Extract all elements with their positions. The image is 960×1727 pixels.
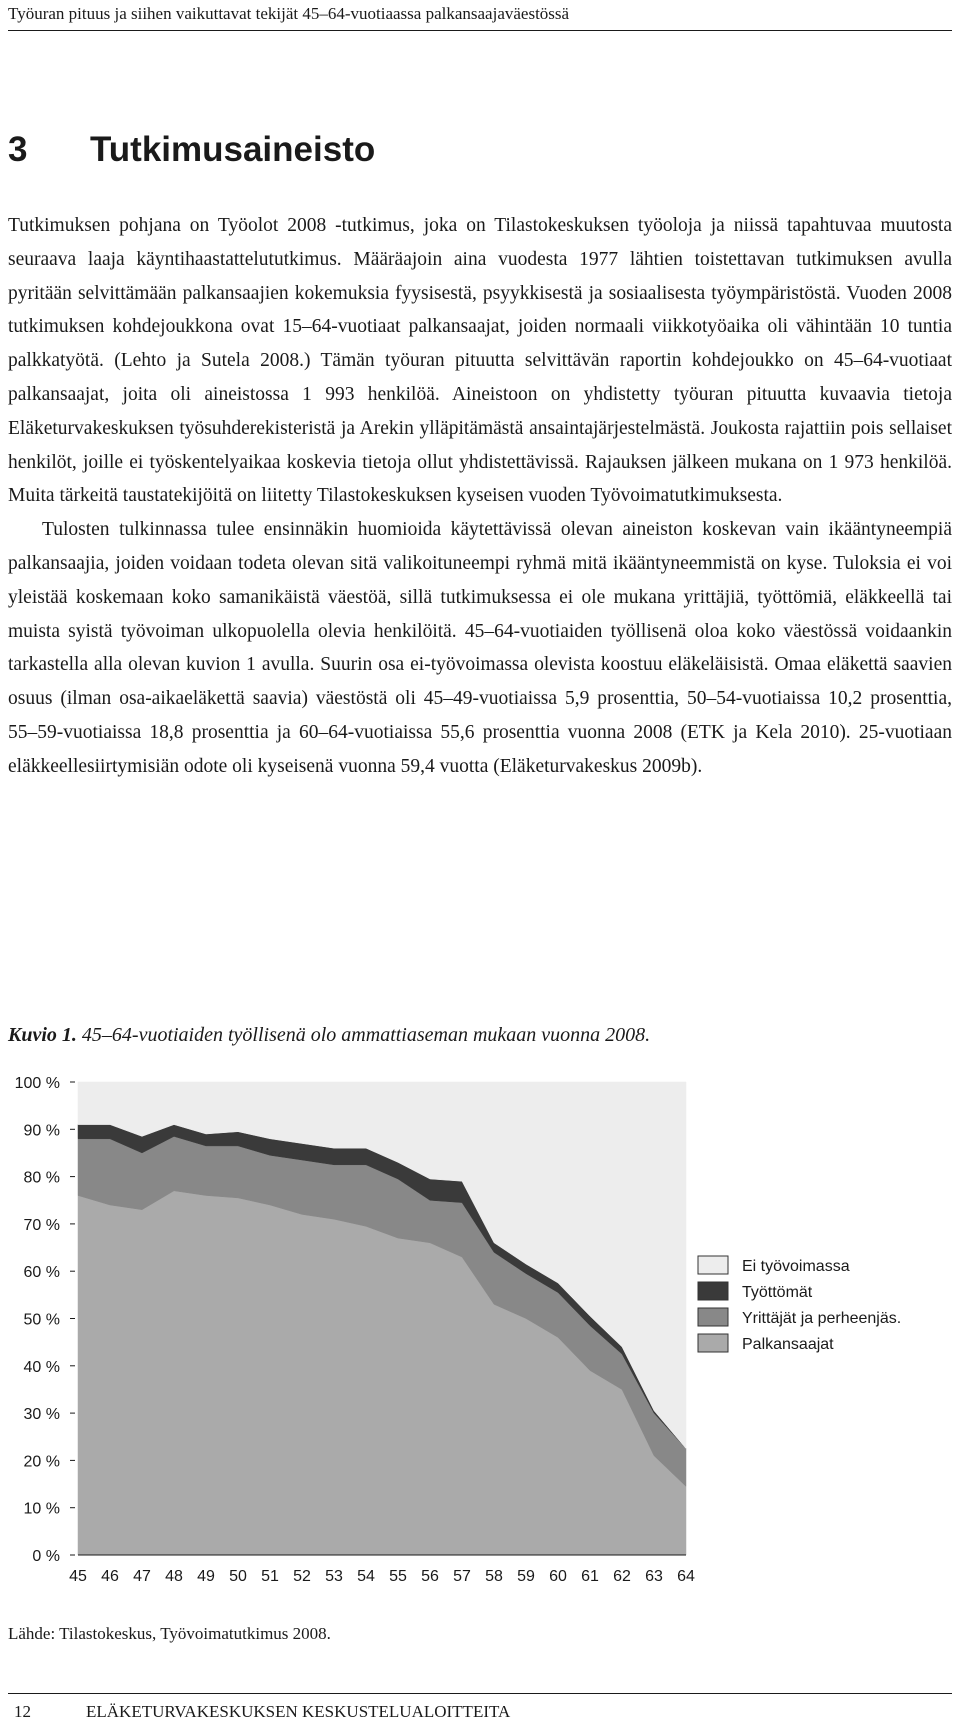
- figure-source: Lähde: Tilastokeskus, Työvoimatutkimus 2008.: [8, 1624, 331, 1643]
- x-tick-label: 57: [453, 1568, 471, 1585]
- y-tick-label: 40 %: [23, 1358, 60, 1376]
- legend-swatch: [698, 1308, 728, 1326]
- legend-label: Palkansaajat: [742, 1336, 834, 1353]
- legend-label: Yrittäjät ja perheenjäs.: [742, 1310, 902, 1327]
- y-tick-label: 80 %: [23, 1169, 60, 1187]
- publication-series: ELÄKETURVAKESKUKSEN KESKUSTELUALOITTEITA: [86, 1702, 511, 1721]
- x-tick-label: 46: [101, 1568, 119, 1585]
- x-tick-label: 51: [261, 1568, 279, 1585]
- legend-swatch: [698, 1282, 728, 1300]
- y-tick-label: 70 %: [23, 1216, 60, 1234]
- x-tick-label: 52: [293, 1568, 311, 1585]
- page-footer: [14, 1700, 954, 1724]
- area-series: [78, 1082, 686, 1555]
- body-text: [8, 209, 952, 784]
- x-axis: [69, 1555, 695, 1585]
- legend-label: Ei työvoimassa: [742, 1258, 850, 1275]
- x-tick-label: 63: [645, 1568, 663, 1585]
- x-tick-label: 47: [133, 1568, 151, 1585]
- y-axis: [15, 1075, 75, 1565]
- x-tick-label: 48: [165, 1568, 183, 1585]
- x-tick-label: 53: [325, 1568, 343, 1585]
- y-tick-label: 50 %: [23, 1311, 60, 1329]
- header-divider: [8, 30, 952, 31]
- x-tick-label: 50: [229, 1568, 247, 1585]
- x-tick-label: 56: [421, 1568, 439, 1585]
- x-tick-label: 58: [485, 1568, 503, 1585]
- page-number: 12: [14, 1702, 31, 1721]
- chart-legend: [698, 1256, 901, 1353]
- employment-area-chart: [0, 1060, 960, 1600]
- figure-caption: [8, 1020, 952, 1050]
- paragraph: Tutkimuksen pohjana on Työolot 2008 -tutkimus, joka on Tilastokeskuksen työoloja ja niissä tapahtuvaa muutosta seuraava laaja käyntihaastattelututkimus. Määräajoin aina vuodesta 1977 lähtien toistettavan tutkimuksen avulla pyritään selvittämään palkansaajien kokemuksia fyysisestä, psyykkisestä ja sosiaalisesta työympäristöstä. Vuoden 2008 tutkimuksen kohdejoukkona ovat 15–64-vuotiaat palkansaajat, joiden normaali viikkotyöaika oli vähintään 10 tuntia palkkatyötä. (Lehto ja Sutela 2008.) Tämän työuran pituutta selvittävän raportin kohdejoukko on 45–64-vuotiaat palkansaajat, joita oli aineistossa 1 993 henkilöä. Aineistoon on yhdistetty työuran pituutta kuvaavia tietoja Eläketurvakeskuksen työsuhderekisteristä ja Arekin ylläpitämästä ansaintajärjestelmästä. Joukosta rajattiin pois sellaiset henkilöt, joille ei työskentelyaikaa koskevia tietoja ollut yhdistettävissä. Rajauksen jälkeen mukana on 1 973 henkilöä. Muita tärkeitä taustatekijöitä on liitetty Tilastokeskuksen kyseisen vuoden Työvoimatutkimuksesta.: [8, 215, 952, 507]
- x-tick-label: 60: [549, 1568, 567, 1585]
- legend-label: Työttömät: [742, 1284, 813, 1301]
- section-title: Tutkimusaineisto: [90, 130, 376, 169]
- footer-divider: [8, 1693, 952, 1694]
- x-tick-label: 45: [69, 1568, 87, 1585]
- section-number: 3: [8, 130, 28, 169]
- figure-label: Kuvio 1.: [8, 1024, 77, 1046]
- y-tick-label: 60 %: [23, 1264, 60, 1282]
- y-tick-label: 0 %: [32, 1548, 60, 1565]
- paragraph: Tulosten tulkinnassa tulee ensinnäkin huomioida käytettävissä olevan aineiston koskevan vain ikääntyneempiä palkansaajia, joiden voidaan todeta olevan sitä valikoituneempi ryhmä mitä ikääntyneemmistä on kyse. Tuloksia ei voi yleistää koskemaan koko samanikäistä väestöä, sillä tutkimuksessa ei ole mukana yrittäjiä, työttömiä, eläkkeellä tai muista syistä työvoiman ulkopuolella olevia henkilöitä. 45–64-vuotiaiden työllisenä oloa koko väestössä voidaankin tarkastella alla olevan kuvion 1 avulla. Suurin osa ei-työvoimassa olevista koostuu eläkeläisistä. Omaa eläkettä saavien osuus (ilman osa-aikaeläkettä saavia) väestöstä oli 45–49-vuotiaissa 5,9 prosenttia, 50–54-vuotiaissa 10,2 prosenttia, 55–59-vuotiaissa 18,8 prosenttia ja 60–64-vuotiaissa 55,6 prosenttia vuonna 2008 (ETK ja Kela 2010). 25-vuotiaan eläkkeellesiirtymisiän odote oli kyseisenä vuonna 59,4 vuotta (Eläketurvakeskus 2009b).: [8, 519, 952, 777]
- legend-swatch: [698, 1334, 728, 1352]
- x-tick-label: 59: [517, 1568, 535, 1585]
- section-heading: [8, 128, 375, 172]
- running-head: Työuran pituus ja siihen vaikuttavat tekijät 45–64-vuotiaassa palkansaajaväestössä: [8, 4, 570, 23]
- x-tick-label: 64: [677, 1568, 695, 1585]
- x-tick-label: 62: [613, 1568, 631, 1585]
- y-tick-label: 90 %: [23, 1122, 60, 1140]
- y-tick-label: 30 %: [23, 1406, 60, 1424]
- x-tick-label: 55: [389, 1568, 407, 1585]
- y-tick-label: 20 %: [23, 1453, 60, 1471]
- x-tick-label: 61: [581, 1568, 599, 1585]
- figure-caption-text: 45–64-vuotiaiden työllisenä olo ammattiaseman mukaan vuonna 2008.: [81, 1024, 651, 1046]
- y-tick-label: 100 %: [14, 1075, 60, 1092]
- legend-swatch: [698, 1256, 728, 1274]
- x-tick-label: 49: [197, 1568, 215, 1585]
- x-tick-label: 54: [357, 1568, 375, 1585]
- y-tick-label: 10 %: [23, 1500, 60, 1518]
